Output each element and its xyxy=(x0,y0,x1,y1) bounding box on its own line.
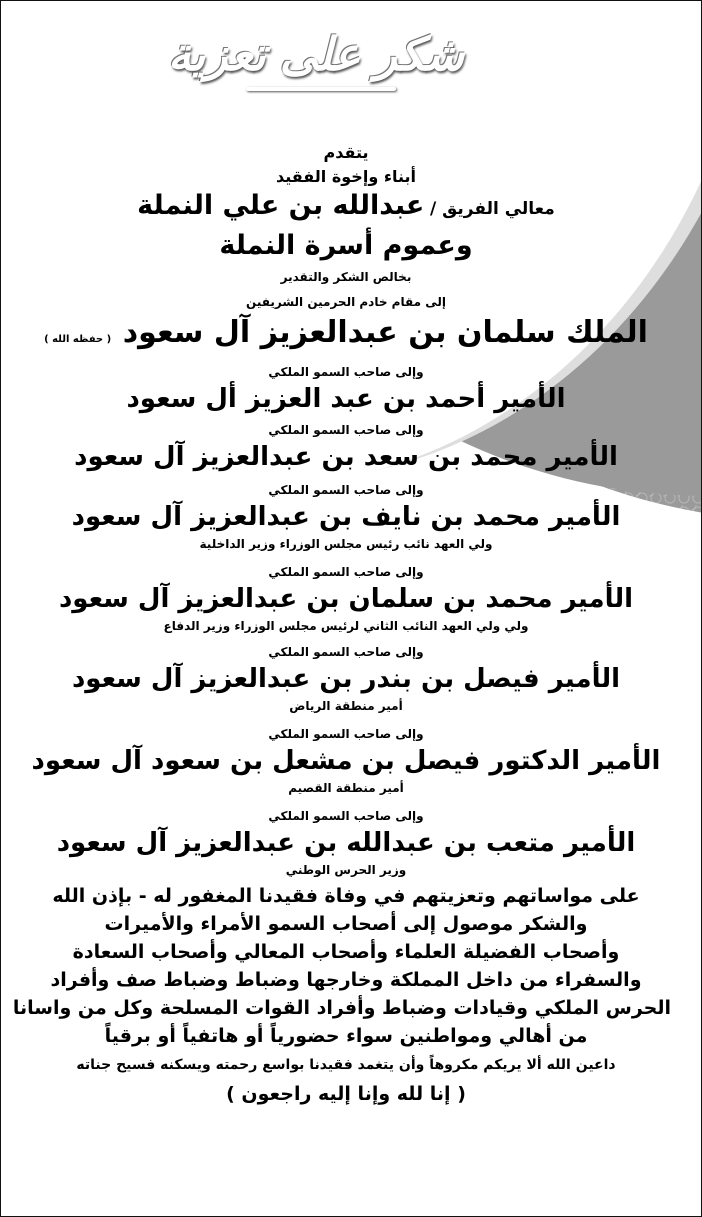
prince-block-6 xyxy=(21,724,671,798)
prince-salutation: وإلى صاحب السمو الملكي xyxy=(268,645,424,659)
prince-salutation: وإلى صاحب السمو الملكي xyxy=(268,809,424,823)
prince-salutation: وإلى صاحب السمو الملكي xyxy=(268,727,424,741)
closing-line: والشكر موصول إلى أصحاب السمو الأمراء والأميرات xyxy=(104,913,588,935)
prince-name: الأمير الدكتور فيصل بن مشعل بن سعود آل سعود xyxy=(31,746,661,776)
prince-block-4 xyxy=(21,562,671,636)
closing-line: على مواساتهم وتعزيتهم في وفاة فقيدنا المغفور له - بإذن الله xyxy=(52,885,640,907)
title-swash-decoration xyxy=(246,87,396,91)
prince-salutation: وإلى صاحب السمو الملكي xyxy=(268,565,424,579)
prince-name: الأمير أحمد بن عبد العزيز أل سعود xyxy=(126,384,566,414)
title-word-2: على xyxy=(279,26,361,81)
closing-verse: ( إنا لله وإنا إليه راجعون ) xyxy=(226,1083,466,1105)
ad-body xyxy=(12,141,671,1108)
prince-salutation: وإلى صاحب السمو الملكي xyxy=(268,423,424,437)
prince-block-2 xyxy=(21,420,671,474)
prince-block-5 xyxy=(21,642,671,716)
intro-line-5: بخالص الشكر والتقدير xyxy=(280,270,412,284)
prince-block-7 xyxy=(21,806,671,880)
prince-name: الأمير محمد بن نايف بن عبدالعزيز آل سعود xyxy=(71,502,621,532)
prince-title: وزير الحرس الوطني xyxy=(285,863,407,877)
calligraphy-title xyxy=(151,11,481,96)
king-name: الملك سلمان بن عبدالعزيز آل سعود xyxy=(122,315,648,350)
closing-line: من أهالي ومواطنين سواء حضورياً أو هاتفياً أو برقياً xyxy=(104,1025,588,1047)
intro-line-1: يتقدم xyxy=(323,143,369,162)
intro-line-6: إلى مقام خادم الحرمين الشريفين xyxy=(246,295,446,309)
prince-name: الأمير محمد بن سعد بن عبدالعزيز آل سعود xyxy=(74,442,618,472)
closing-prayer: داعين الله ألا يريكم مكروهاً وأن يتغمد فقيدنا بواسع رحمته ويسكنه فسيح جناته xyxy=(76,1057,616,1073)
closing-line: وأصحاب الفضيلة العلماء وأصحاب المعالي وأصحاب السعادة xyxy=(72,941,620,963)
intro-line-2: أبناء وإخوة الفقيد xyxy=(275,167,417,186)
prince-salutation: وإلى صاحب السمو الملكي xyxy=(268,365,424,379)
prince-title: أمير منطقة القصيم xyxy=(288,781,404,795)
closing-paragraph xyxy=(12,882,671,1050)
king-honorific: ( حفظه الله ) xyxy=(44,334,112,345)
prince-title: ولي العهد نائب رئيس مجلس الوزراء وزير الداخلية xyxy=(199,537,493,551)
closing-line: الحرس الملكي وقيادات وضباط وأفراد القوات المسلحة وكل من واسانا xyxy=(12,997,671,1019)
deceased-name: عبدالله بن علي النملة xyxy=(137,190,425,221)
closing-line: والسفراء من داخل المملكة وخارجها وضباط وضباط صف وأفراد xyxy=(50,969,642,991)
prince-block-1 xyxy=(21,362,671,416)
deceased-line xyxy=(21,189,671,228)
prince-title: ولي ولي العهد النائب الثاني لرئيس مجلس الوزراء وزير الدفاع xyxy=(163,619,529,633)
deceased-rank: معالي الفريق / xyxy=(429,199,555,219)
prince-salutation: وإلى صاحب السمو الملكي xyxy=(268,483,424,497)
prince-name: الأمير متعب بن عبدالله بن عبدالعزيز آل سعود xyxy=(56,828,636,858)
prince-name: الأمير محمد بن سلمان بن عبدالعزيز آل سعود xyxy=(58,584,634,614)
prince-name: الأمير فيصل بن بندر بن عبدالعزيز آل سعود xyxy=(71,664,621,694)
prince-title: أمير منطقة الرياض xyxy=(289,699,403,713)
title-word-1: شكر xyxy=(374,26,465,81)
family-line: وعموم أسرة النملة xyxy=(219,230,473,261)
king-line xyxy=(21,314,671,362)
prince-block-3 xyxy=(21,480,671,554)
title-word-3: تعزية xyxy=(167,26,266,81)
